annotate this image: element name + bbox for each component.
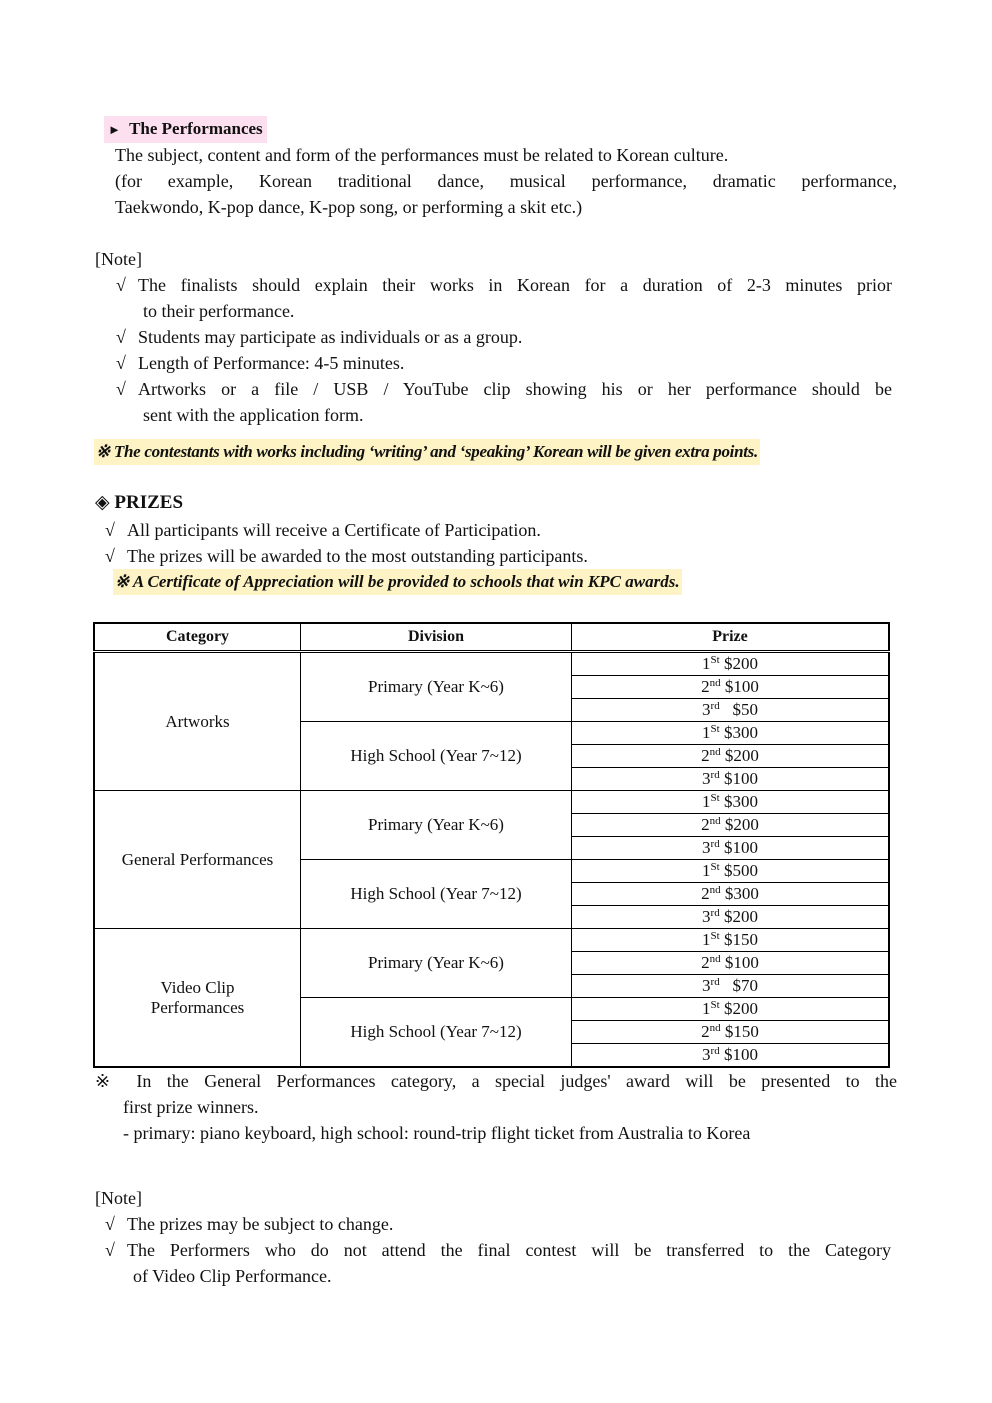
division-header: Division (301, 623, 572, 652)
division-cell: Primary (Year K~6) (301, 652, 572, 722)
note-item (116, 350, 404, 376)
prize-amount: $150 (724, 1022, 759, 1041)
prize-amount: $500 (723, 861, 758, 880)
prize-cell (572, 975, 890, 998)
prize-amount: $200 (724, 746, 759, 765)
table-row (94, 929, 889, 952)
category-line: Performances (150, 997, 245, 1017)
prize-rank-suffix: St (710, 654, 720, 666)
prize-rank: 3 (702, 976, 711, 995)
prize-cell (572, 745, 890, 768)
note-label: [Note] (95, 1188, 142, 1208)
prizes-item-text: All participants will receive a Certificate of Participation. (127, 520, 541, 540)
prize-rank-suffix: St (710, 861, 720, 873)
note-item-continuation: to their performance. (143, 301, 295, 321)
table-row (94, 791, 889, 814)
prize-cell (572, 1021, 890, 1044)
prize-cell (572, 952, 890, 975)
note-item (116, 324, 522, 350)
division-cell: High School (Year 7~12) (301, 998, 572, 1068)
checkmark-icon: √ (105, 546, 115, 566)
prize-cell (572, 998, 890, 1021)
prize-rank: 1 (702, 654, 711, 673)
prize-cell (572, 1044, 890, 1068)
division-cell: High School (Year 7~12) (301, 722, 572, 791)
prize-rank: 1 (702, 861, 711, 880)
category-line: Video Clip (160, 977, 235, 997)
note-item (105, 1211, 393, 1237)
prize-rank: 1 (702, 723, 711, 742)
prize-amount: $70 (732, 976, 758, 995)
checkmark-icon: √ (105, 1214, 115, 1234)
prizes-item (105, 517, 541, 543)
checkmark-icon: √ (116, 353, 126, 373)
arrow-right-icon: ► (108, 122, 121, 137)
note-item-continuation: sent with the application form. (143, 405, 364, 425)
special-award-line-1: ※ In the General Performances category, a special judges' award will be presented to the (95, 1071, 897, 1091)
division-cell: Primary (Year K~6) (301, 791, 572, 860)
prize-amount: $300 (724, 884, 759, 903)
prize-rank: 2 (701, 815, 710, 834)
note-item-text: The finalists should explain their works in Korean for a duration of 2-3 minutes prior (138, 275, 892, 295)
prize-amount: $50 (732, 700, 758, 719)
extra-points-note: ※ The contestants with works including ‘writing’ and ‘speaking’ Korean will be given extra points. (94, 439, 760, 465)
prize-amount: $100 (723, 769, 758, 788)
prize-cell (572, 906, 890, 929)
prize-amount: $200 (724, 815, 759, 834)
prize-rank-suffix: nd (709, 953, 721, 965)
prize-rank-suffix: nd (709, 677, 721, 689)
performances-heading (104, 116, 267, 143)
category-cell (94, 929, 301, 1068)
prize-rank-suffix: nd (709, 746, 721, 758)
prize-rank: 3 (702, 907, 711, 926)
prize-amount: $150 (723, 930, 758, 949)
checkmark-icon: √ (116, 379, 126, 399)
division-cell: Primary (Year K~6) (301, 929, 572, 998)
prize-amount: $200 (723, 654, 758, 673)
prize-rank: 2 (701, 677, 710, 696)
prizes-heading (95, 490, 183, 516)
prize-amount: $300 (723, 792, 758, 811)
prize-rank: 1 (702, 930, 711, 949)
prizes-heading-label: PRIZES (114, 492, 184, 513)
prize-rank-suffix: rd (710, 838, 720, 850)
note-item (116, 272, 897, 298)
note-item-text: The Performers who do not attend the final contest will be transferred to the Category (127, 1240, 891, 1260)
prize-rank-suffix: rd (710, 976, 720, 988)
note-item-text: The prizes may be subject to change. (127, 1214, 394, 1234)
prize-cell (572, 814, 890, 837)
special-award-line-3: - primary: piano keyboard, high school: round-trip flight ticket from Australia to Korea (123, 1123, 751, 1143)
table-row (94, 652, 889, 676)
prize-rank: 2 (701, 884, 710, 903)
prize-cell (572, 929, 890, 952)
prize-rank-suffix: rd (710, 1045, 720, 1057)
prize-rank-suffix: St (710, 930, 720, 942)
note-label: [Note] (95, 249, 142, 269)
prize-rank-suffix: rd (710, 769, 720, 781)
prize-cell (572, 860, 890, 883)
prize-amount: $100 (724, 677, 759, 696)
prize-amount: $100 (724, 953, 759, 972)
prize-cell (572, 791, 890, 814)
prize-rank-suffix: rd (710, 907, 720, 919)
division-cell: High School (Year 7~12) (301, 860, 572, 929)
prize-cell (572, 699, 890, 722)
prize-rank: 1 (702, 999, 711, 1018)
prize-cell (572, 676, 890, 699)
prize-cell (572, 652, 890, 676)
special-award-line-2: first prize winners. (123, 1097, 259, 1117)
checkmark-icon: √ (105, 520, 115, 540)
prize-amount: $100 (723, 1045, 758, 1064)
prize-amount: $300 (723, 723, 758, 742)
prize-header: Prize (572, 623, 890, 652)
prize-amount: $200 (723, 999, 758, 1018)
performances-heading-label: The Performances (129, 119, 263, 138)
note-item-text: Length of Performance: 4-5 minutes. (138, 353, 405, 373)
prize-rank-suffix: nd (709, 815, 721, 827)
category-cell: Artworks (94, 652, 301, 791)
note-item (105, 1237, 897, 1263)
prize-rank-suffix: St (710, 999, 720, 1011)
prize-rank: 3 (702, 838, 711, 857)
checkmark-icon: √ (116, 327, 126, 347)
prize-amount: $100 (723, 838, 758, 857)
diamond-icon: ◈ (95, 492, 110, 513)
prize-rank: 3 (702, 769, 711, 788)
prize-cell (572, 883, 890, 906)
certificate-note: ※ A Certificate of Appreciation will be provided to schools that win KPC awards. (113, 569, 682, 595)
note-item-text: Artworks or a file / USB / YouTube clip showing his or her performance should be (138, 379, 892, 399)
prizes-item-text: The prizes will be awarded to the most outstanding participants. (127, 546, 588, 566)
prize-rank: 2 (701, 953, 710, 972)
prize-rank-suffix: St (710, 792, 720, 804)
performances-line-1: The subject, content and form of the performances must be related to Korean culture. (115, 145, 729, 165)
note-item-continuation: of Video Clip Performance. (133, 1266, 332, 1286)
prize-rank-suffix: rd (710, 700, 720, 712)
checkmark-icon: √ (105, 1240, 115, 1260)
prize-table (93, 622, 890, 1068)
prize-rank-suffix: nd (709, 884, 721, 896)
prize-cell (572, 722, 890, 745)
checkmark-icon: √ (116, 275, 126, 295)
prize-rank: 3 (702, 1045, 711, 1064)
prize-rank: 1 (702, 792, 711, 811)
prize-rank-suffix: nd (709, 1022, 721, 1034)
prizes-item (105, 543, 588, 569)
note-item (116, 376, 897, 402)
category-cell: General Performances (94, 791, 301, 929)
performances-line-3: Taekwondo, K-pop dance, K-pop song, or performing a skit etc.) (115, 197, 583, 217)
prize-cell (572, 768, 890, 791)
table-header-row (94, 623, 889, 652)
performances-line-2: (for example, Korean traditional dance, musical performance, dramatic performance, (115, 171, 897, 191)
prize-rank: 2 (701, 1022, 710, 1041)
category-header: Category (94, 623, 301, 652)
prize-rank-suffix: St (710, 723, 720, 735)
prize-amount: $200 (723, 907, 758, 926)
prize-rank: 2 (701, 746, 710, 765)
prize-cell (572, 837, 890, 860)
note-item-text: Students may participate as individuals or as a group. (138, 327, 523, 347)
prize-rank: 3 (702, 700, 711, 719)
